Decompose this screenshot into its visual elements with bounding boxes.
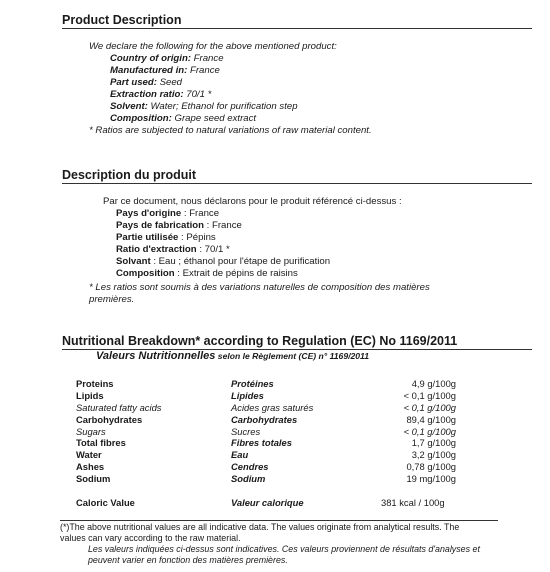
field-value: : Pépins: [178, 232, 216, 243]
nutrient-name-fr: Eau: [231, 449, 249, 461]
field-row: [116, 268, 402, 280]
field-row: [116, 244, 402, 256]
field-value: France: [191, 53, 224, 64]
field-row: [110, 113, 372, 125]
nutrient-value: 1,7 g/100g: [411, 437, 456, 449]
field-value: : France: [203, 220, 242, 231]
field-row: [110, 53, 372, 65]
nutrient-name-en: Lipids: [76, 389, 104, 401]
nutrition-row: [76, 437, 456, 449]
field-row: [110, 101, 372, 113]
nutrition-row: [76, 449, 456, 461]
ratio-note-fr-line2: premières.: [89, 294, 135, 305]
product-description-en: [89, 41, 372, 137]
ratio-note-fr-line1: * Les ratios sont soumis à des variations naturelles de composition des matières: [89, 282, 430, 293]
caloric-label-en: Caloric Value: [76, 497, 135, 508]
nutrient-name-en: Proteins: [76, 378, 114, 389]
field-row: [110, 77, 372, 89]
field-label: Pays de fabrication: [116, 220, 204, 231]
field-label: Composition:: [110, 113, 172, 124]
field-label: Country of origin:: [110, 53, 191, 64]
field-value: : 70/1 *: [196, 244, 230, 255]
nutrition-subtitle: [96, 350, 369, 362]
footnote-fr-line2: peuvent varier en fonction des matières premières.: [88, 555, 288, 565]
field-label: Extraction ratio:: [110, 89, 184, 100]
caloric-value: 381 kcal / 100g: [381, 497, 445, 508]
nutrient-name-fr: Acides gras saturés: [231, 401, 314, 413]
product-fields-fr: [103, 208, 402, 280]
field-row: [110, 89, 372, 101]
product-fields-en: [89, 53, 372, 125]
ratio-note-fr: [89, 282, 430, 306]
nutrition-row: [76, 378, 456, 390]
footnote-fr-line1: Les valeurs indiquées ci-dessus sont indicatives. Ces valeurs proviennent de résultats d'analyses et: [88, 544, 480, 554]
nutrient-value: < 0,1 g/100g: [403, 389, 456, 401]
product-description-fr: [103, 196, 402, 280]
nutrient-name-en: Sodium: [76, 473, 111, 485]
nutrient-name-fr: Cendres: [231, 461, 269, 473]
nutrient-name-fr: Protéines: [231, 378, 274, 389]
footnote-en: [60, 520, 498, 544]
field-value: : France: [181, 208, 220, 219]
nutrient-value: < 0,1 g/100g: [403, 425, 456, 437]
nutrient-name-en: Ashes: [76, 461, 105, 473]
nutrition-table: [76, 378, 456, 485]
field-label: Ratio d'extraction: [116, 244, 197, 255]
field-label: Solvent:: [110, 101, 148, 112]
field-row: [110, 65, 372, 77]
field-row: [116, 232, 402, 244]
nutrient-value: 4,9 g/100g: [411, 378, 456, 389]
description-produit-heading: Description du produit: [62, 168, 532, 184]
nutrient-name-fr: Sucres: [231, 425, 261, 437]
nutrient-name-fr: Carbohydrates: [231, 413, 298, 425]
product-description-heading: Product Description: [62, 13, 532, 29]
field-value: : Eau ; éthanol pour l'étape de purification: [150, 256, 331, 267]
nutrient-name-fr: Sodium: [231, 473, 266, 485]
field-row: [116, 208, 402, 220]
nutrition-subtitle-rest: selon le Règlement (CE) n° 1169/2011: [215, 351, 369, 361]
caloric-label-fr: Valeur calorique: [231, 497, 304, 508]
field-value: Grape seed extract: [171, 113, 257, 124]
nutrient-value: 0,78 g/100g: [406, 461, 456, 473]
nutrient-name-fr: Fibres totales: [231, 437, 292, 449]
nutrient-value: 3,2 g/100g: [411, 449, 456, 461]
footnote-en-line1: (*)The above nutritional values are all indicative data. The values originate from analytical results. The: [60, 522, 460, 532]
nutrition-heading: Nutritional Breakdown* according to Regulation (EC) No 1169/2011: [62, 334, 532, 350]
field-value: France: [187, 65, 220, 76]
nutrient-name-en: Saturated fatty acids: [76, 401, 162, 413]
nutrition-row: [76, 402, 456, 414]
field-value: Water; Ethanol for purification step: [147, 101, 298, 112]
nutrition-row: [76, 461, 456, 473]
ratio-note: * Ratios are subjected to natural variations of raw material content.: [89, 125, 372, 136]
field-label: Part used:: [110, 77, 157, 88]
field-label: Solvant: [116, 256, 151, 267]
nutrition-subtitle-main: Valeurs Nutritionnelles: [96, 350, 216, 362]
nutrition-row: [76, 426, 456, 438]
nutrient-name-en: Total fibres: [76, 437, 126, 449]
field-label: Manufactured in:: [110, 65, 188, 76]
nutrition-row: [76, 390, 456, 402]
field-value: Seed: [156, 77, 182, 88]
nutrient-name-en: Carbohydrates: [76, 413, 143, 425]
field-value: 70/1 *: [183, 89, 212, 100]
nutrition-row: [76, 473, 456, 485]
nutrient-name-en: Sugars: [76, 425, 106, 437]
field-label: Pays d'origine: [116, 208, 182, 219]
field-row: [116, 256, 402, 268]
nutrition-row: [76, 414, 456, 426]
nutrient-name-en: Water: [76, 449, 102, 461]
footnote-fr: [60, 544, 498, 566]
nutrition-footnote: [60, 520, 498, 566]
field-value: : Extrait de pépins de raisins: [174, 268, 298, 279]
field-label: Partie utilisée: [116, 232, 179, 243]
declaration-intro: We declare the following for the above mentioned product:: [89, 41, 337, 52]
nutrient-value: < 0,1 g/100g: [403, 401, 456, 413]
field-label: Composition: [116, 268, 175, 279]
nutrient-name-fr: Lipides: [231, 389, 264, 401]
nutrient-value: 19 mg/100g: [406, 473, 456, 485]
footnote-en-line2: values can vary according to the raw material.: [60, 533, 241, 543]
field-row: [116, 220, 402, 232]
declaration-intro-fr: Par ce document, nous déclarons pour le produit référencé ci-dessus :: [103, 196, 402, 207]
nutrient-value: 89,4 g/100g: [406, 413, 456, 425]
